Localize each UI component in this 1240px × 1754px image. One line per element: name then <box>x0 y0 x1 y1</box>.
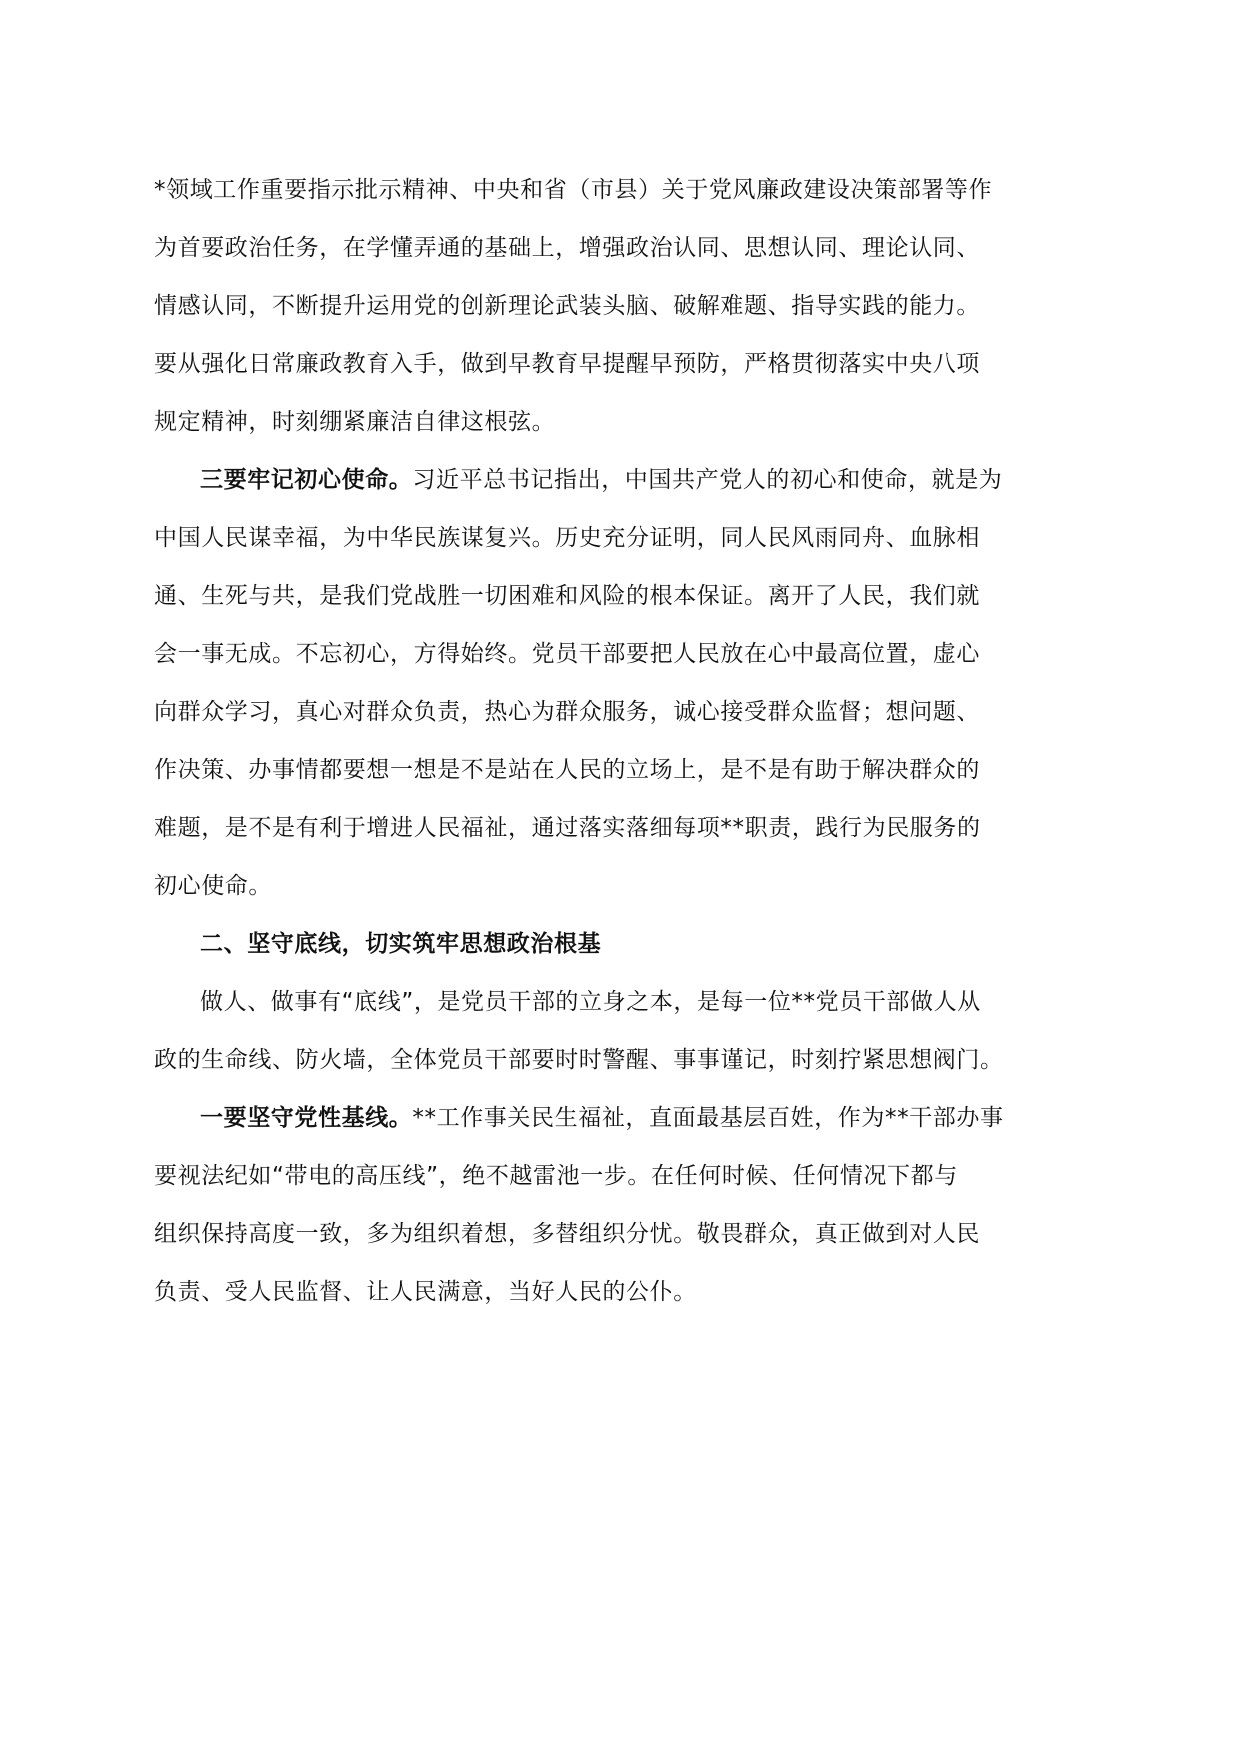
point-heading: 三要牢记初心使命。 <box>200 467 413 493</box>
body-text-line: 会一事无成。不忘初心，方得始终。党员干部要把人民放在心中最高位置，虚心 <box>154 641 980 667</box>
body-text: **工作事关民生福祉，直面最基层百姓，作为**干部办事 <box>412 1105 1004 1131</box>
paragraph-first-line <box>200 464 1002 496</box>
body-text-line: 要从强化日常廉政教育入手，做到早教育早提醒早预防，严格贯彻落实中央八项 <box>154 351 980 377</box>
body-text-line: 做人、做事有“底线”，是党员干部的立身之本，是每一位**党员干部做人从 <box>200 989 981 1015</box>
body-text-line: 情感认同，不断提升运用党的创新理论武装头脑、破解难题、指导实践的能力。 <box>154 293 980 319</box>
body-text-line: 中国人民谋幸福，为中华民族谋复兴。历史充分证明，同人民风雨同舟、血脉相 <box>154 525 980 551</box>
body-text-line: 规定精神，时刻绷紧廉洁自律这根弦。 <box>154 409 556 435</box>
body-text-line: 组织保持高度一致，多为组织着想，多替组织分忧。敬畏群众，真正做到对人民 <box>154 1221 980 1247</box>
body-text-line: 负责、受人民监督、让人民满意，当好人民的公仆。 <box>154 1279 697 1305</box>
body-text-line: 作决策、办事情都要想一想是不是站在人民的立场上，是不是有助于解决群众的 <box>154 757 980 783</box>
section-heading: 二、坚守底线，切实筑牢思想政治根基 <box>200 931 602 957</box>
body-text-line: 为首要政治任务，在学懂弄通的基础上，增强政治认同、思想认同、理论认同、 <box>154 235 980 261</box>
body-text-line: 初心使命。 <box>154 873 272 899</box>
body-text-line: 难题，是不是有利于增进人民福祉，通过落实落细每项**职责，践行为民服务的 <box>154 815 981 841</box>
point-heading: 一要坚守党性基线。 <box>200 1105 413 1131</box>
body-text-line: 政的生命线、防火墙，全体党员干部要时时警醒、事事谨记，时刻拧紧思想阀门。 <box>154 1047 1004 1073</box>
paragraph-first-line <box>200 1102 1004 1134</box>
body-text-line: *领域工作重要指示批示精神、中央和省（市县）关于党风廉政建设决策部署等作 <box>154 177 993 203</box>
body-text-line: 向群众学习，真心对群众负责，热心为群众服务，诚心接受群众监督；想问题、 <box>154 699 980 725</box>
body-text: 习近平总书记指出，中国共产党人的初心和使命，就是为 <box>412 467 1003 493</box>
body-text-line: 通、生死与共，是我们党战胜一切困难和风险的根本保证。离开了人民，我们就 <box>154 583 980 609</box>
body-text-line: 要视法纪如“带电的高压线”，绝不越雷池一步。在任何时候、任何情况下都与 <box>154 1163 958 1189</box>
